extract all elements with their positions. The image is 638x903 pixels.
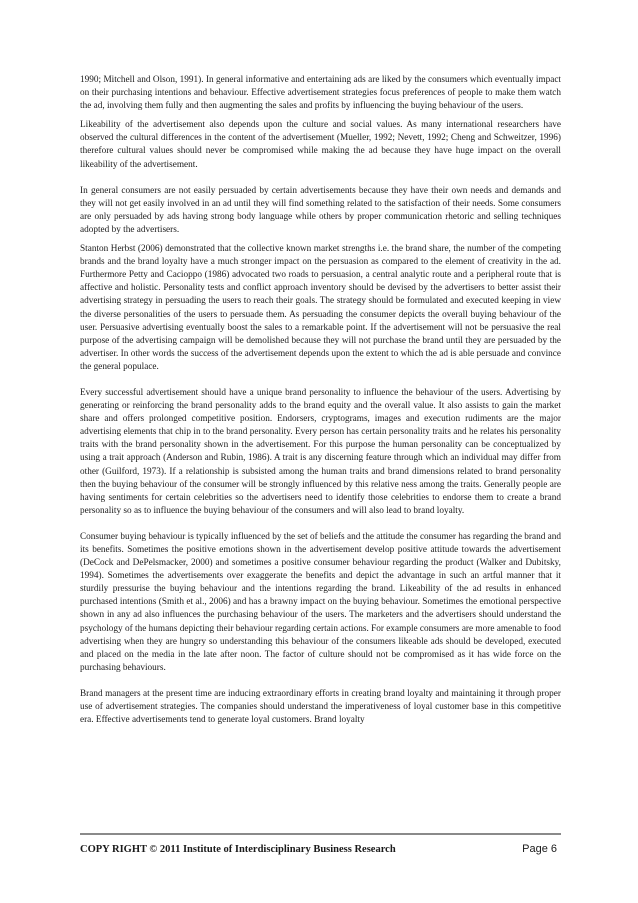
paragraph-7: Brand managers at the present time are inducing extraordinary efforts in creating brand loyalty and maintaining it through proper use of advertisement strategies. The companies should understand the imperativeness of loyal customer base in this competitive era. Effective advertisements tend to generate loyal customers. Brand loyalty — [80, 688, 561, 726]
paragraph-6: Consumer buying behaviour is typically influenced by the set of beliefs and the attitude the consumer has regarding the brand and its benefits. Sometimes the positive emotions shown in the advertisement develop positive attitude towards the advertisement (DeCock and DePelsmacker, 2000) and sometimes a positive consumer behaviour regarding the product (Walker and Dubitsky, 1994). Sometimes the advertisements over exaggerate the benefits and depict the advantage in such an artful manner that it sturdily pressurise the buying behaviour and the intentions regarding the brand. Likeability of the ad results in enhanced purchased intentions (Smith et al., 2006) and has a brawny impact on the buying behaviour. Sometimes the emotional perspective shown in any ad also influences the purchasing behaviour of the users. The marketers and the advertisers should understand the psychology of the humans depicting their behaviour regarding certain actions. For example consumers are more amenable to food advertising when they are hungry so understanding this behaviour of the consumers likeable ads should be developed, executed and placed on the media in the late after noon. The factor of culture should not be compromised as it has wide force on the purchasing behaviours. — [80, 531, 561, 673]
copyright-notice: COPY RIGHT © 2011 Institute of Interdisciplinary Business Research — [80, 844, 396, 855]
body-text — [80, 74, 561, 727]
paragraph-5: Every successful advertisement should have a unique brand personality to influence the behaviour of the users. Advertising by generating or reinforcing the brand personality adds to the brand equity and the overall value. It also assists to gain the market share and offers prolonged competitive position. Endorsers, cryptograms, images and execution rudiments are the major advertising elements that chip in to the brand personality. Every person has certain personality traits and he relates his personality traits with the brand personality shown in the advertisement. For this purpose the human personality can be conceptualized by using a trait approach (Anderson and Rubin, 1986). A trait is any discerning feature through which an individual may differ from other (Guilford, 1973). If a relationship is subsisted among the human traits and brand dimensions related to brand personality then the buying behaviour of the consumer will be strongly influenced by this relative ness among the traits. Generally people are having sentiments for certain celebrities so the advertisers need to identify those celebrities to endorse them to create a brand personality so as to influence the buying behaviour of the consumers and will also lead to brand loyalty. — [80, 387, 561, 516]
paragraph-1: 1990; Mitchell and Olson, 1991). In general informative and entertaining ads are liked by the consumers which eventually impact on their purchasing intentions and behaviour. Effective advertisement strategies focus preferences of people to make them watch the ad, involving them fully and then augmenting the sales and profits by influencing the buying behaviour of the users. — [80, 75, 561, 112]
paragraph-2: Likeability of the advertisement also depends upon the culture and social values. As many international researchers have observed the cultural differences in the content of the advertisement (Mueller, 1992; Nevett, 1992; Cheng and Schweitzer, 1996) therefore cultural values should never be compromised while making the ad because they have huge impact on the overall likeability of the advertisement. — [80, 120, 561, 170]
page-footer — [80, 833, 561, 855]
paragraph-3: In general consumers are not easily persuaded by certain advertisements because they have their own needs and demands and they will not get easily involved in an ad until they will find something related to the satisfaction of their needs. Some consumers are only persuaded by ads having strong body language while others by proper communication rhetoric and selling techniques adopted by the advertisers. — [80, 185, 561, 235]
paragraph-4: Stanton Herbst (2006) demonstrated that the collective known market strengths i.e. the brand share, the number of the competing brands and the brand loyalty have a much stronger impact on the persuasion as compared to the element of creativity in the ad. Furthermore Petty and Cacioppo (1986) advocated two roads to persuasion, a central analytic route and a peripheral route that is affective and holistic. Personality tests and conflict approach inventory should be devised by the advertisers to better assist their advertising strategy in persuading the users to reach their goals. The strategy should be formulated and executed keeping in view the diverse personalities of the users to persuade them. As persuading the consumer depicts the overall buying behaviour of the user. Persuasive advertising eventually boost the sales to a remarkable point. If the advertisement will not be persuasive the real purpose of the advertising campaign will be demolished because they will not purchase the brand until they are persuaded by the advertiser. In other words the success of the advertisement depends upon the extent to which the ad is able persuade and convince the general populace. — [80, 244, 561, 372]
page-number: Page 6 — [522, 843, 557, 855]
